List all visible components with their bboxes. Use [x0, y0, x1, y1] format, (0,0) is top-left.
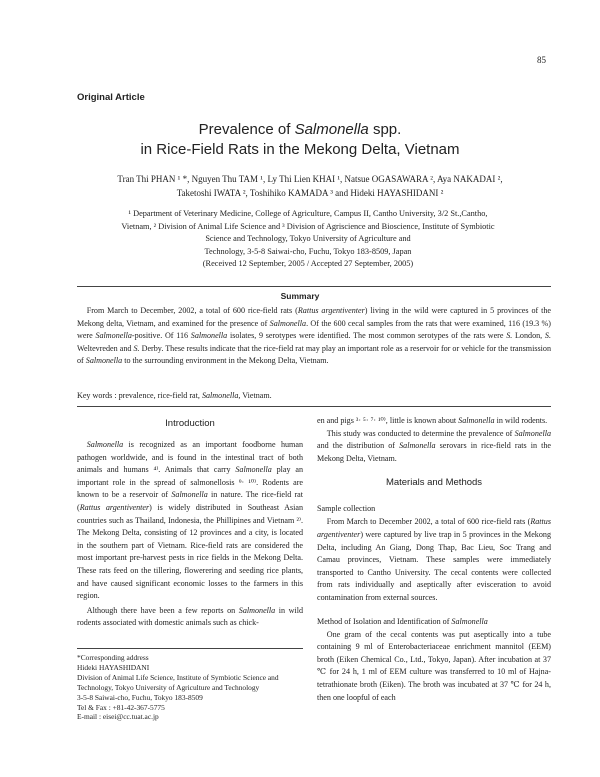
affiliation-line: Vietnam, ² Division of Animal Life Science and ³ Division of Agriscience and Bioscience, Institute of Symbiotic — [121, 221, 495, 231]
footnote-line: 3-5-8 Saiwai-cho, Fuchu, Tokyo 183-8509 — [77, 692, 203, 702]
affiliation-line: Technology, 3-5-8 Saiwai-cho, Fuchu, Tokyo 183-8509, Japan — [204, 246, 412, 256]
title-genus: Salmonella — [294, 121, 369, 138]
received-dates: (Received 12 September, 2005 / Accepted 27 September, 2005) — [202, 259, 414, 268]
intro-paragraph-continued: en and pigs ³· ⁵· ⁷· ¹⁰⁾, little is known about Salmonella in wild rodents. — [317, 416, 548, 425]
affiliations — [88, 208, 528, 271]
title-text: Prevalence of — [198, 121, 295, 138]
author-line: Taketoshi IWATA ², Toshihiko KAMADA ³ and Hideki HAYASHIDANI ² — [176, 188, 444, 198]
affiliation-line: Science and Technology, Tokyo University of Agriculture and — [205, 234, 411, 243]
summary-heading: Summary — [280, 291, 320, 301]
keywords: Key words : prevalence, rice-field rat, Salmonella, Vietnam. — [77, 391, 272, 400]
intro-paragraph-3: This study was conducted to determine the prevalence of Salmonella and the distribution of Salmonella serovars in rice-field rats in the Mekong Delta, Vietnam. — [317, 428, 552, 463]
intro-paragraph-1: Salmonella is recognized as an important foodborne human pathogen worldwide, and is found in the intestinal tract of both animals and humans ⁴⁾. Animals that carry Salmonella play an important role in the spread of salmonellosis ⁹· ¹⁰⁾. Rodents are known to be a reservoir of Salmonella in nature. The rice-field rat (Rattus argentiventer) is widely distributed in Southeast Asian countries such as Thailand, Indonesia, the Phillipines and Vietnam ²⁾. The Mekong Delta, consisting of 12 provinces and a city, is located in the southern part of Vietnam. Rice-field rats are considered the most important pre-harvest pests in rice fields in the Mekong Delta. These rats feed on the tillering, flowerering and seeding rice plants, and have caused significant economic losses to the farmers in this region. — [77, 440, 303, 601]
methods-paragraph-1: From March to December 2002, a total of 600 rice-field rats (Rattus argentiventer) were captured by live trap in 5 provinces in the Mekong Delta, including An Giang, Dong Thap, Bac Lieu, Soc Trang and Camau provinces, Vietnam. These samples were immediately transported to Cantho University. The cecal contents were collected from rats individually and aseptically after evisceration to avoid contamination from external sources. — [317, 517, 551, 602]
footnote-line: Tel & Fax : +81-42-367-5775 — [77, 702, 165, 712]
article-title — [0, 120, 600, 160]
footnote-line: Hideki HAYASHIDANI — [77, 662, 150, 672]
author-list — [80, 172, 540, 200]
subheading-isolation: Method of Isolation and Identification of Salmonella — [317, 616, 488, 626]
methods-heading: Materials and Methods — [385, 477, 483, 489]
left-column — [77, 418, 303, 630]
corresponding-footnote — [77, 648, 303, 722]
introduction-heading: Introduction — [165, 418, 215, 429]
title-line-2: in Rice-Field Rats in the Mekong Delta, Vietnam — [140, 141, 460, 158]
section-label: Original Article — [77, 92, 145, 103]
methods-paragraph-2: One gram of the cecal contents was put aseptically into a tube containing 9 ml of Enterobacteriaceae enrichment mannitol (EEM) broth (Eiken Chemical Co., Ltd., Tokyo, Japan). After incubation at 37 ℃ for 24 h, 1 ml of EEM culture was transferred to 10 ml of Hajna-tetrathionate broth (Eiken). The broth was incubated at 37 ℃ for 24 h, then one loopful of each — [317, 629, 551, 702]
title-line-1 — [0, 120, 600, 140]
author-line: Tran Thi PHAN ¹ *, Nguyen Thu TAM ¹, Ly Thi Lien KHAI ¹, Natsue OGASAWARA ², Aya NAKADAI ², — [117, 174, 503, 184]
affiliation-line: ¹ Department of Veterinary Medicine, College of Agriculture, Campus II, Cantho University, 3/2 St.,Cantho, — [128, 209, 488, 218]
summary-text: From March to December, 2002, a total of 600 rice-field rats (Rattus argentiventer) living in the wild were captured in 5 provinces of the Mekong delta, Vietnam, and examined for the presence of Salmonella. Of the 600 cecal samples from the rats that were examined, 116 (19.3 %) were Salmonella-positive. Of 116 Salmonella isolates, 9 serotypes were identified. The most common serotypes of the rats were S. London, S. Weltevreden and S. Derby. These results indicate that the rice-field rat may play an important role as a reservoir for or vehicle for the transmission of Salmonella to the surrounding environment in the Mekong Delta, Vietnam. — [77, 306, 551, 366]
page-number: 85 — [537, 55, 546, 65]
footnote-line: *Corresponding address — [77, 653, 149, 662]
summary-top-rule — [77, 286, 551, 287]
keywords-bottom-rule — [77, 406, 551, 407]
right-column — [317, 415, 551, 704]
intro-paragraph-2: Although there have been a few reports on Salmonella in wild rodents associated with domestic animals such as chick- — [77, 605, 304, 628]
subheading-sample-collection: Sample collection — [317, 504, 376, 514]
footnote-line: Division of Animal Life Science, Institute of Symbiotic Science and Technology, Tokyo University of Agriculture and Technology — [77, 672, 279, 692]
title-text: spp. — [368, 121, 402, 138]
footnote-line: E-mail : eisei@cc.tuat.ac.jp — [77, 712, 159, 722]
